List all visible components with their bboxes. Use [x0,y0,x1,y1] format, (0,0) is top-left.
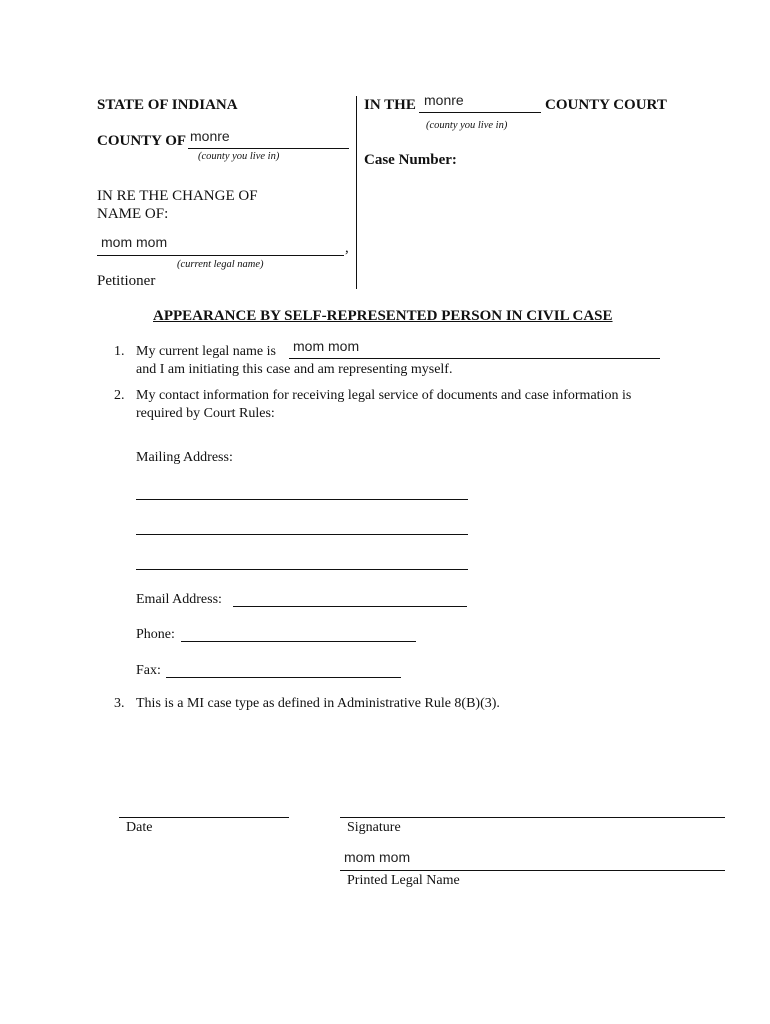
mailing-address-label: Mailing Address: [136,450,233,465]
court-county-hint: (county you live in) [426,120,508,131]
mailing-address-line-3[interactable] [136,569,468,570]
legal-name-value[interactable]: mom mom [293,338,360,354]
petitioner-name-value[interactable]: mom mom [101,234,168,250]
email-field-line[interactable] [233,606,467,607]
in-re-line2: NAME OF: [97,206,169,222]
case-number-label: Case Number: [364,152,457,168]
fax-field-line[interactable] [166,677,401,678]
item-1-text: My current legal name is [136,344,276,359]
item-3-text: This is a MI case type as defined in Administrative Rule 8(B)(3). [136,696,500,711]
state-heading: STATE OF INDIANA [97,97,238,113]
fax-label: Fax: [136,663,161,678]
mailing-address-line-2[interactable] [136,534,468,535]
date-label: Date [126,820,153,835]
item-2-number: 2. [114,388,125,403]
in-re-line1: IN RE THE CHANGE OF [97,188,258,204]
county-field-value[interactable]: monre [190,128,230,144]
petitioner-name-hint: (current legal name) [177,259,264,270]
county-court-label: COUNTY COURT [545,97,667,113]
printed-name-line [340,870,725,871]
signature-line[interactable] [340,817,725,818]
legal-name-line [289,358,660,359]
county-of-label: COUNTY OF [97,133,187,149]
form-title: APPEARANCE BY SELF-REPRESENTED PERSON IN CIVIL CASE [153,308,613,324]
court-county-value[interactable]: monre [424,92,464,108]
item-2-line1: My contact information for receiving legal service of documents and case information is [136,388,632,403]
item-2-line2: required by Court Rules: [136,406,275,421]
email-label: Email Address: [136,592,222,607]
printed-name-label: Printed Legal Name [347,873,460,888]
printed-name-value[interactable]: mom mom [344,849,411,865]
signature-label: Signature [347,820,401,835]
in-the-label: IN THE [364,97,416,113]
phone-field-line[interactable] [181,641,416,642]
county-field-line [188,148,349,149]
petitioner-label: Petitioner [97,273,156,289]
petitioner-name-line [97,255,344,256]
caption-divider [356,96,357,289]
phone-label: Phone: [136,627,175,642]
court-county-line [419,112,541,113]
mailing-address-line-1[interactable] [136,499,468,500]
county-field-hint: (county you live in) [198,151,280,162]
item-3-number: 3. [114,696,125,711]
item-1-line2: and I am initiating this case and am representing myself. [136,362,453,377]
item-1-number: 1. [114,344,125,359]
date-line[interactable] [119,817,289,818]
petitioner-name-comma: , [345,240,349,256]
